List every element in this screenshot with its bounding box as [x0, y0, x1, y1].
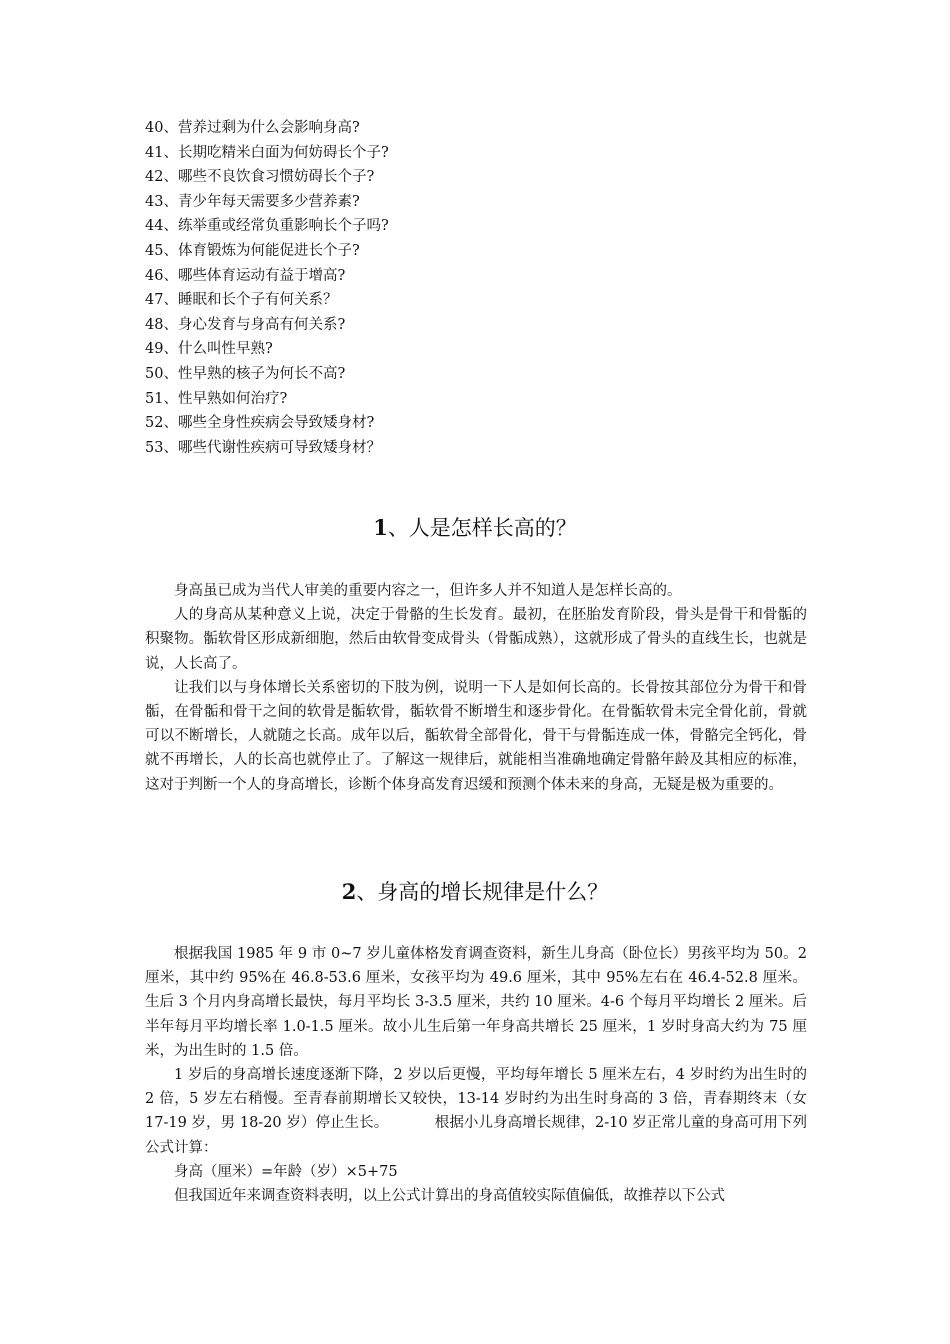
question-item-47: 47、睡眠和长个子有何关系？	[145, 292, 338, 309]
question-item-49: 49、什么叫性早熟?	[145, 341, 273, 358]
section-1-paragraph-2: 人的身高从某种意义上说，决定于骨骼的生长发育。最初，在胚胎发育阶段，骨头是骨干和骨骺的积聚物。骺软骨区形成新细胞，然后由软骨变成骨头（骨骺成熟），这就形成了骨头的直线生长，也就是说，人长高了。	[145, 607, 807, 672]
section-1-title: 、人是怎样长高的？	[387, 516, 577, 540]
question-item-52: 52、哪些全身性疾病会导致矮身材?	[145, 415, 375, 432]
question-item-43: 43、青少年每天需要多少营养素?	[145, 193, 360, 210]
section-1-paragraph-3: 让我们以与身体增长关系密切的下肢为例，说明一下人是如何长高的。长骨按其部位分为骨干和骨骺，在骨骺和骨干之间的软骨是骺软骨，骺软骨不断增生和逐步骨化。在骨骺软骨未完全骨化前，骨就可以不断增长，人就随之长高。成年以后，骺软骨全部骨化，骨干与骨骺连成一体，骨骼完全钙化，骨就不再增长，人的长高也就停止了。了解这一规律后，就能相当准确地确定骨骼年龄及其相应的标准，这对于判断一个人的身高增长，诊断个体身高发育迟缓和预测个体未来的身高，无疑是极为重要的。	[145, 679, 807, 793]
question-item-51: 51、性早熟如何治疗?	[145, 390, 288, 407]
question-item-42: 42、哪些不良饮食习惯妨碍长个子?	[145, 169, 375, 186]
section-2-number: 2	[341, 879, 357, 904]
section-1-body	[145, 579, 807, 797]
question-item-44: 44、练举重或经常负重影响长个子吗?	[145, 218, 389, 235]
question-item-41: 41、长期吃精米白面为何妨碍长个子?	[145, 144, 389, 161]
section-2-paragraph-3: 但我国近年来调查资料表明，以上公式计算出的身高值较实际值偏低，故推荐以下公式	[174, 1188, 725, 1205]
question-list	[145, 116, 805, 460]
question-item-46: 46、哪些体育运动有益于增高?	[145, 267, 346, 284]
section-1-heading	[145, 513, 805, 543]
section-1-number: 1	[373, 515, 388, 540]
question-item-48: 48、身心发育与身高有何关系?	[145, 316, 346, 333]
section-1-paragraph-1: 身高虽已成为当代人审美的重要内容之一，但许多人并不知道人是怎样长高的。	[174, 583, 682, 599]
section-2-paragraph-2	[145, 1063, 807, 1160]
question-item-50: 50、性早熟的核子为何长不高?	[145, 365, 346, 382]
section-2-body	[145, 942, 807, 1208]
section-2-title: 、身高的增长规律是什么？	[356, 880, 609, 904]
height-formula: 身高（厘米）=年龄（岁）×5+75	[174, 1163, 398, 1180]
question-item-45: 45、体育锻炼为何能促进长个子?	[145, 242, 360, 259]
section-2-paragraph-1: 根据我国 1985 年 9 市 0~7 岁儿童体格发育调查资料，新生儿身高（卧位长）男孩平均为 50。2 厘米，其中约 95%在 46.8-53.6 厘米，女孩平均为 49.6 厘米，其中 95%左右在 46.4-52.8 厘米。生后 3 个月内身高增长最快，每月平均长 3-3.5 厘米，共约 10 厘米。4-6 个每月平均增长 2 厘米。后半年每月平均增长率 1.0-1.5 厘米。故小儿生后第一年身高共增长 25 厘米，1 岁时身高大约为 75 厘米，为出生时的 1.5 倍。	[145, 946, 807, 1059]
question-item-53: 53、哪些代谢性疾病可导致矮身材？	[145, 439, 381, 456]
question-item-40: 40、营养过剩为什么会影响身高?	[145, 120, 360, 136]
section-2-heading	[145, 877, 805, 907]
section-2-paragraph-2-part-b: 根据小儿身高增长规律，2-10 岁正常儿童的身高可用下列公式计算：	[145, 1115, 807, 1156]
section-2-paragraph-2-part-a: 1 岁后的身高增长速度逐渐下降，2 岁以后更慢，平均每年增长 5 厘米左右，4 岁时约为出生时的 2 倍，5 岁左右稍慢。至青春前期增长又较快，13-14 岁时约为出生时身高的 3 倍，青春期终末（女 17-19 岁，男 18-20 岁）停止生长。	[145, 1067, 807, 1132]
